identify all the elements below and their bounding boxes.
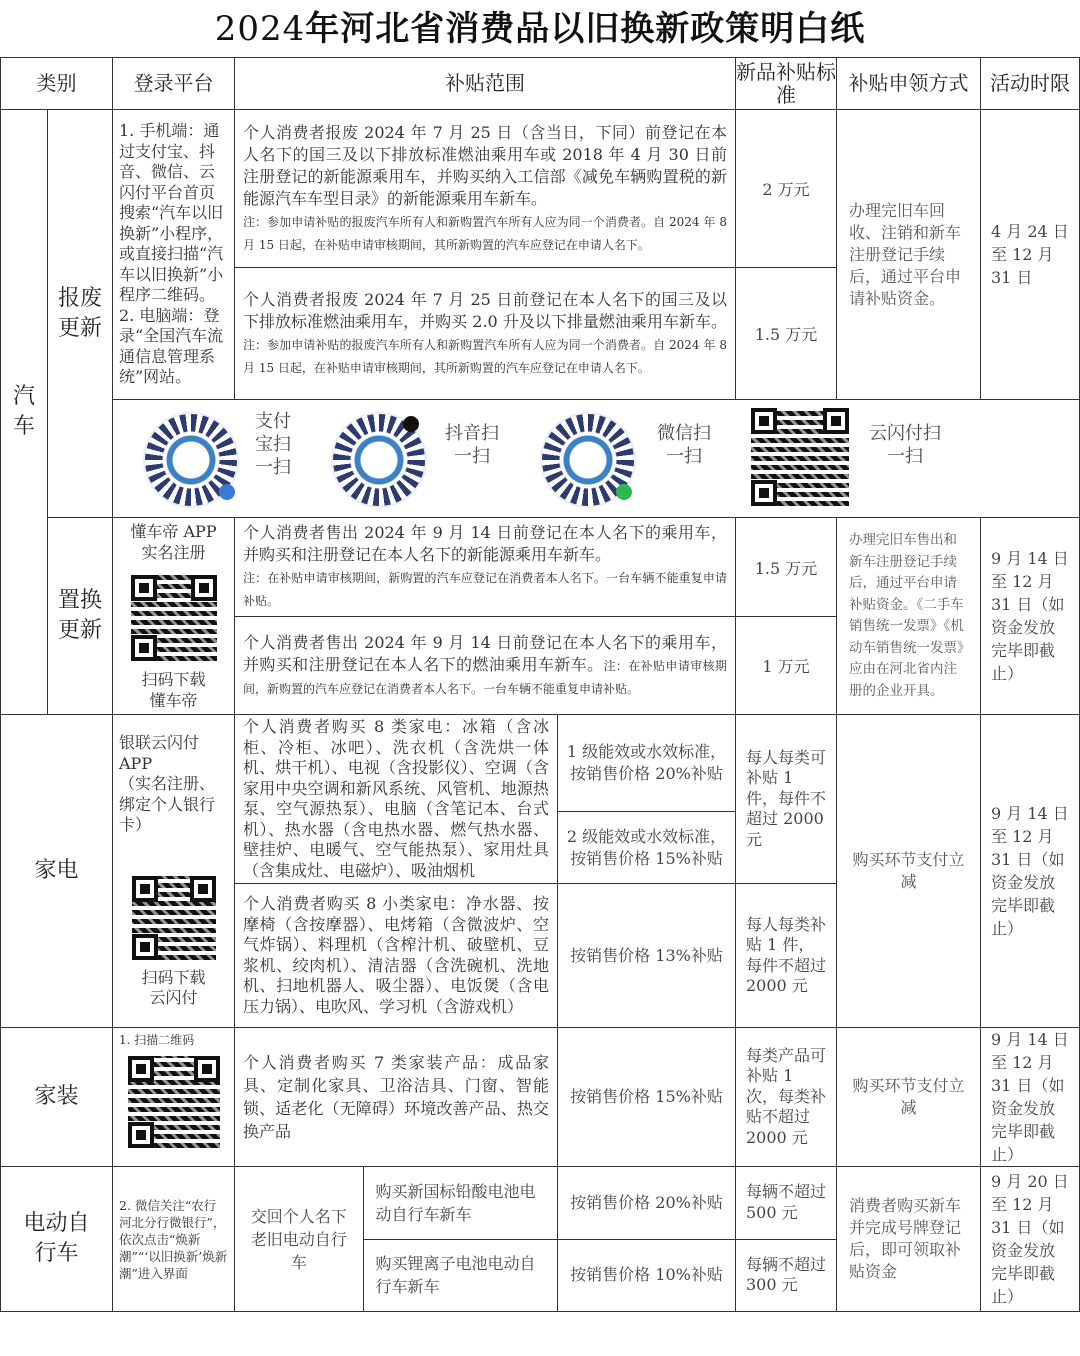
decor-standard: 每类产品可补贴 1 次，每类补贴不超过 2000 元: [736, 1028, 837, 1167]
ebike-scope-2: 购买锂离子电池电动自行车新车: [375, 1254, 536, 1297]
alipay-qr-label: 支付宝扫一扫: [255, 411, 291, 478]
scrap-scope-1: 个人消费者报废 2024 年 7 月 25 日（含当日，下同）前登记在本人名下的国三及以下排放标准燃油乘用车或 2018 年 4 月 30 日前注册登记的新能源乘用车，并购买纳入工信部《减免车辆购置税的新能源汽车车型目录》的新能源乘用车新车。 注：参加申请补贴的报废汽车所有人和新购置汽车所有人应为同一个消费者。自 2024 年 8 月 15 日起，在补贴申请审核期间，其所新购置的汽车应登记在申请人名下。: [235, 110, 736, 268]
ebike-method: 消费者购买新车并完成号牌登记后，即可领取补贴资金: [837, 1167, 981, 1312]
decor-qr-code[interactable]: [128, 1056, 220, 1148]
policy-table: [0, 57, 1080, 1312]
appliance-small-rate: 按销售价格 13%补贴: [558, 884, 736, 1028]
appliance-big-scope: 个人消费者购买 8 类家电：冰箱（含冰柜、冷柜、冰吧）、洗衣机（含洗烘一体机、烘干机）、电视（含投影仪）、空调（含家用中央空调和新风系统、风管机、地源热泵、空气源热泵）、电脑（含笔记本、台式机）、热水器（含电热水器、燃气热水器、壁挂炉、电暖气、空气能热泵）、家用灶具（含集成灶、电磁炉）、吸油烟机: [235, 715, 558, 884]
header-period: 活动时限: [981, 58, 1080, 110]
replace-platform-foot: 扫码下载懂车帝: [141, 670, 206, 710]
unionpay-app-qr-code[interactable]: [132, 876, 216, 960]
decor-platform-text: 1. 扫描二维码: [119, 1033, 195, 1047]
unionpay-qr-label: 云闪付扫一扫: [869, 423, 941, 467]
appliance-method: 购买环节支付立减: [837, 715, 981, 1028]
replace-standard-2: 1 万元: [736, 617, 837, 715]
scrap-platform: 1. 手机端：通过支付宝、抖音、微信、云闪付平台首页搜索“汽车以旧换新”小程序，或直接扫描“汽车以旧换新”小程序二维码。2. 电脑端：登录“全国汽车流通信息管理系统”网站。: [113, 110, 235, 400]
appliance-platform: [113, 715, 235, 1028]
ebike-platform: 2. 微信关注“农行河北分行微银行”，依次点击“焕新潮”“‘以旧换新’焕新潮”进入界面: [113, 1167, 235, 1312]
appliance-period: 9 月 14 日至 12 月 31 日（如资金发放完毕即截止）: [981, 715, 1080, 1028]
scrap-period: 4 月 24 日至 12 月 31 日: [981, 110, 1080, 400]
ebike-period: 9 月 20 日至 12 月 31 日（如资金发放完毕即截止）: [981, 1167, 1080, 1312]
appliance-big-standard: 每人每类可补贴 1 件，每件不超过 2000 元: [736, 715, 837, 884]
header-standard: 新品补贴标准: [736, 58, 837, 110]
ebike-handover: 交回个人名下老旧电动自行车: [235, 1167, 363, 1311]
subcategory-scrap: 报废更新: [48, 110, 113, 518]
replace-platform-sub: 实名注册: [141, 543, 206, 562]
dongchedi-qr-code[interactable]: [131, 575, 217, 661]
header-method: 补贴申领方式: [837, 58, 981, 110]
subcategory-replace: 置换更新: [48, 518, 113, 715]
scrap-standard-1: 2 万元: [736, 110, 837, 268]
decor-rate: 按销售价格 15%补贴: [558, 1028, 736, 1167]
appliance-platform-sub: （实名注册、绑定个人银行卡）: [119, 774, 216, 835]
scrap-method: 办理完旧车回收、注销和新车注册登记手续后，通过平台申请补贴资金。: [837, 110, 981, 400]
replace-scope-2: 个人消费者售出 2024 年 9 月 14 日前登记在本人名下的乘用车，并购买和注册登记在本人名下的燃油乘用车新车。注：在补贴申请审核期间，新购置的汽车应登记在消费者本人名下。一台车辆不能重复申请补贴。: [235, 617, 736, 715]
appliance-small-scope: 个人消费者购买 8 小类家电：净水器、按摩椅（含按摩器）、电烤箱（含微波炉、空气炸锅）、料理机（含榨汁机、破壁机、豆浆机、绞肉机）、清洁器（含洗碗机、洗地机、扫地机器人、吸尘器）、电饭煲（含电压力锅）、电吹风、学习机（含游戏机）: [235, 884, 558, 1028]
category-car: 汽车: [1, 110, 48, 715]
alipay-qr-code[interactable]: [143, 412, 239, 508]
page-title: 2024年河北省消费品以旧换新政策明白纸: [214, 9, 866, 49]
ebike-scope-cell: [235, 1167, 558, 1312]
appliance-level2: 2 级能效或水效标准，按销售价格 15%补贴: [558, 812, 736, 884]
appliance-platform-foot: 扫码下载云闪付: [141, 967, 206, 1008]
ebike-scope-inner: [235, 1167, 557, 1311]
douyin-qr-label: 抖音扫一扫: [445, 423, 499, 467]
replace-period: 9 月 14 日至 12 月 31 日（如资金发放完毕即截止）: [981, 518, 1080, 715]
wechat-qr-code[interactable]: [540, 412, 636, 508]
appliance-level1: 1 级能效或水效标准，按销售价格 20%补贴: [558, 715, 736, 812]
douyin-qr-code[interactable]: [331, 412, 427, 508]
category-appliance: 家电: [1, 715, 113, 1028]
ebike-rate-2: 按销售价格 10%补贴: [558, 1239, 736, 1312]
decor-scope: 个人消费者购买 7 类家装产品：成品家具、定制化家具、卫浴洁具、门窗、智能锁、适老化（无障碍）环境改善产品、热交换产品: [235, 1028, 558, 1167]
appliance-small-standard: 每人每类补贴 1 件，每件不超过 2000 元: [736, 884, 837, 1028]
decor-period: 9 月 14 日至 12 月 31 日（如资金发放完毕即截止）: [981, 1028, 1080, 1167]
unionpay-qr-code[interactable]: [751, 408, 849, 506]
replace-platform: [113, 518, 235, 715]
category-ebike: 电动自行车: [1, 1167, 113, 1312]
header-scope: 补贴范围: [235, 58, 736, 110]
scrap-standard-2: 1.5 万元: [736, 268, 837, 400]
ebike-standard-1: 每辆不超过 500 元: [736, 1167, 837, 1240]
header-platform: 登录平台: [113, 58, 235, 110]
scrap-scope-2: 个人消费者报废 2024 年 7 月 25 日前登记在本人名下的国三及以下排放标准燃油乘用车，并购买 2.0 升及以下排量燃油乘用车新车。注：参加申请补贴的报废汽车所有人和新购置汽车所有人应为同一个消费者。自 2024 年 8 月 15 日起，在补贴申请审核期间，其所新购置的汽车应登记在申请人名下。: [235, 268, 736, 400]
header-row: [1, 58, 1080, 110]
replace-method: 办理完旧车售出和新车注册登记手续后，通过平台申请补贴资金。《二手车销售统一发票》《机动车销售统一发票》应由在河北省内注册的企业开具。: [837, 518, 981, 715]
replace-standard-1: 1.5 万元: [736, 518, 837, 617]
replace-scope-1: 个人消费者售出 2024 年 9 月 14 日前登记在本人名下的乘用车，并购买和注册登记在本人名下的新能源乘用车新车。 注：在补贴申请审核期间，新购置的汽车应登记在消费者本人名下。一台车辆不能重复申请补贴。: [235, 518, 736, 617]
replace-platform-title: 懂车帝 APP: [130, 522, 217, 541]
ebike-scope-1: 购买新国标铅酸电池电动自行车新车: [363, 1167, 557, 1239]
decor-platform: [113, 1028, 235, 1167]
appliance-platform-title: 银联云闪付 APP: [119, 733, 200, 773]
scrap-qr-strip: [113, 400, 1080, 518]
header-category: 类别: [1, 58, 113, 110]
decor-method: 购买环节支付立减: [837, 1028, 981, 1167]
wechat-qr-label: 微信扫一扫: [657, 423, 711, 467]
ebike-standard-2: 每辆不超过 300 元: [736, 1239, 837, 1312]
ebike-rate-1: 按销售价格 20%补贴: [558, 1167, 736, 1240]
category-decor: 家装: [1, 1028, 113, 1167]
